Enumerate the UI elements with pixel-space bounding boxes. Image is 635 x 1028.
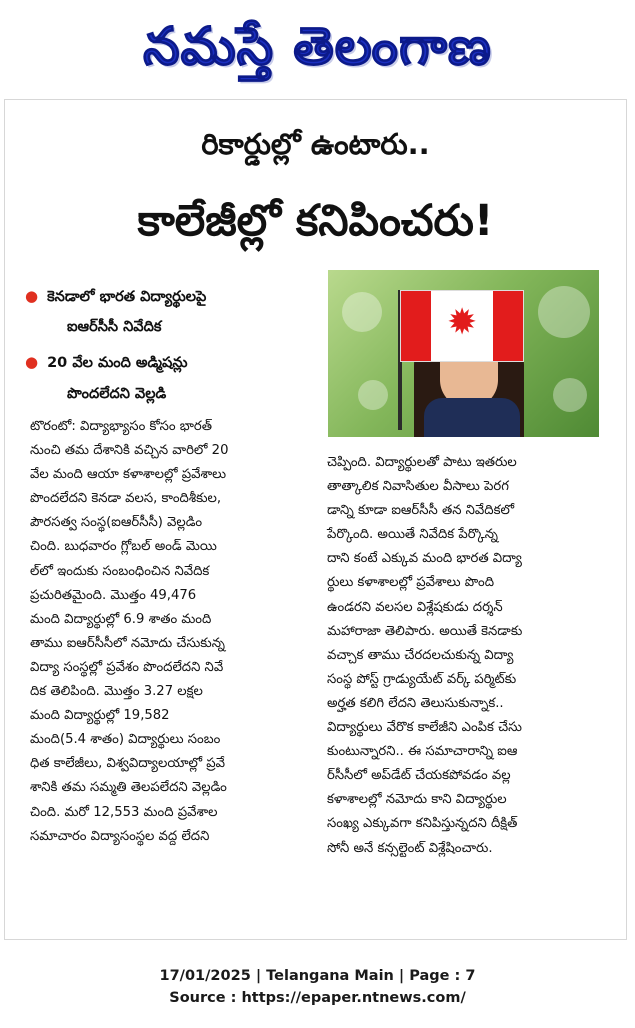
body-line: సంస్థ పోస్ట్ గ్రాడ్యుయేట్ వర్క్ పర్మిట్‌కు bbox=[327, 671, 517, 687]
bullet-2-line2: పొందలేదని వెల్లడి bbox=[67, 386, 167, 402]
body-line: కుంటున్నారని.. ఈ సమాచారాన్ని ఐఆ bbox=[327, 744, 518, 760]
body-line: మంది విద్యార్థుల్లో 6.9 శాతం మంది bbox=[30, 611, 212, 627]
article-clipping bbox=[4, 99, 627, 940]
body-line: మంది(5.4 శాతం) విద్యార్థులు సంబం bbox=[30, 732, 221, 748]
body-line: పౌరసత్వ సంస్థ(ఐఆర్‌సీసీ) వెల్లడిం bbox=[30, 515, 203, 531]
bullet-2-line1: 20 వేల మంది అడ్మిషన్లు bbox=[47, 355, 188, 371]
newspaper-masthead bbox=[0, 4, 635, 90]
body-line: సంఖ్య ఎక్కువగా కనిపిస్తున్నదని దీక్షిత్ bbox=[327, 816, 518, 832]
body-line: దిక తెలిపింది. మొత్తం 3.27 లక్షల bbox=[30, 684, 203, 700]
body-line: చింది. బుధవారం గ్లోబల్ అండ్ మెయి bbox=[30, 539, 217, 555]
body-line: టొరంటో: విద్యాభ్యాసం కోసం భారత్ bbox=[30, 419, 212, 434]
headline-top: రికార్డుల్లో ఉంటారు.. bbox=[201, 127, 430, 161]
body-line: అర్హత కలిగి లేదని తెలుసుకున్నాక.. bbox=[327, 695, 504, 711]
body-line: తాము ఐఆర్‌సీసీలో నమోదు చేసుకున్న bbox=[30, 635, 225, 651]
body-line: కళాశాలల్లో నమోదు కాని విద్యార్థుల bbox=[327, 792, 507, 808]
canada-flag-icon: ✹ bbox=[400, 290, 524, 362]
body-line: దాని కంటే ఎక్కువ మంది భారత విద్యా bbox=[327, 551, 522, 567]
bullet-2 bbox=[25, 347, 188, 379]
footer-date-edition: 17/01/2025 | Telangana Main | Page : 7 bbox=[159, 968, 476, 984]
article-column-2 bbox=[327, 451, 522, 861]
body-line: తాత్కాలిక నివాసితుల వీసాలు పెరగ bbox=[327, 479, 509, 495]
bullet-dot-icon: ● bbox=[25, 353, 39, 371]
bullet-1-line2: ఐఆర్‌సీసీ నివేదిక bbox=[67, 319, 162, 335]
body-line: వచ్చాక తాము చేరదలచుకున్న విద్యా bbox=[327, 647, 514, 663]
body-line: ర్థులు కళాశాలల్లో ప్రవేశాలు పొంది bbox=[327, 575, 495, 591]
article-column-1 bbox=[30, 415, 228, 849]
body-line: విద్యార్థులు వేరొక కాలేజీని ఎంపిక చేసు bbox=[327, 720, 522, 736]
body-line: శానికి తమ సమ్మతి తెలపలేదని వెల్లడిం bbox=[30, 780, 227, 796]
body-line: చెప్పింది. విద్యార్థులతో పాటు ఇతరుల bbox=[327, 455, 517, 470]
body-line: ప్రచురితమైంది. మొత్తం 49,476 bbox=[30, 587, 197, 603]
body-line: సమాచారం విద్యాసంస్థల వద్ద లేదని bbox=[30, 828, 210, 844]
body-line: పేర్కొంది. అయితే నివేదిక పేర్కొన్న bbox=[327, 527, 498, 543]
body-line: చింది. మరో 12,553 మంది ప్రవేశాల bbox=[30, 804, 218, 820]
body-line: మహారాజా తెలిపారు. అయితే కెనడాకు bbox=[327, 623, 523, 639]
body-line: ల్‌లో ఇందుకు సంబంధించిన నివేదిక bbox=[30, 563, 210, 579]
body-line: పొందలేదని కెనడా వలస, కాందిశీకుల, bbox=[30, 491, 222, 507]
body-line: డాన్ని కూడా ఐఆర్‌సీసీ తన నివేదికలో bbox=[327, 503, 515, 519]
bullet-1 bbox=[25, 281, 206, 313]
body-line: ఉండరని వలసల విశ్లేషకుడు దర్శన్ bbox=[327, 599, 503, 615]
body-line: మంది విద్యార్థుల్లో 19,582 bbox=[30, 708, 170, 724]
body-line: ధిత కాలేజీలు, విశ్వవిద్యాలయాల్లో ప్రవే bbox=[30, 756, 226, 772]
body-line: వేల మంది ఆయా కళాశాలల్లో ప్రవేశాలు bbox=[30, 467, 227, 483]
bullet-1-line1: కెనడాలో భారత విద్యార్థులపై bbox=[47, 289, 207, 305]
canada-flag-photo bbox=[328, 270, 599, 437]
footer-source-link[interactable]: Source : https://epaper.ntnews.com/ bbox=[169, 990, 466, 1006]
masthead-title: నమస్తే తెలంగాణ bbox=[143, 16, 492, 77]
bullet-dot-icon: ● bbox=[25, 287, 39, 305]
body-line: ర్‌సీసీలో అప్‌డేట్ చేయకపోవడం వల్ల bbox=[327, 768, 511, 784]
body-line: నుంచి తమ దేశానికి వచ్చిన వారిలో 20 bbox=[30, 443, 229, 459]
body-line: సోనీ అనే కన్సల్టెంట్ విశ్లేషించారు. bbox=[327, 840, 493, 856]
headline-main: కాలేజీల్లో కనిపించరు! bbox=[137, 196, 494, 246]
body-line: విద్యా సంస్థల్లో ప్రవేశం పొందలేదని నివే bbox=[30, 659, 224, 675]
